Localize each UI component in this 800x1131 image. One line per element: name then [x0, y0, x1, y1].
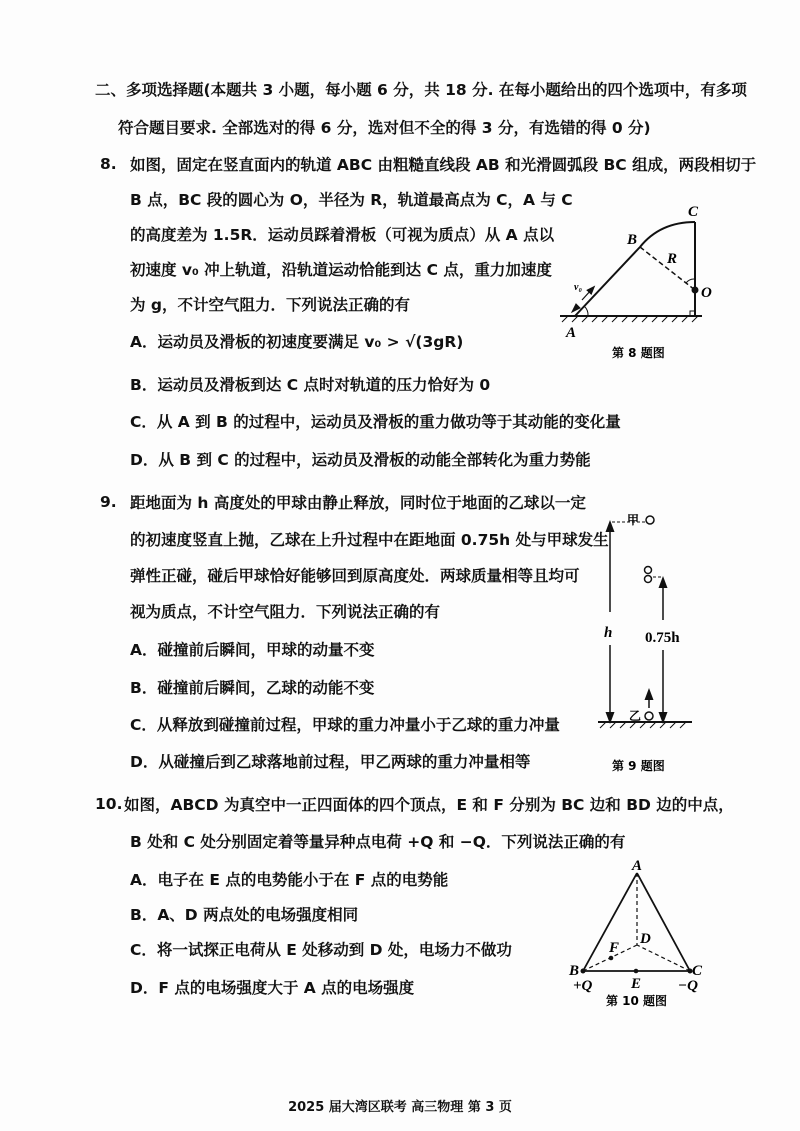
- label-v0: v₀: [574, 282, 582, 293]
- q10-stem: B 处和 C 处分别固定着等量异种点电荷 +Q 和 −Q．下列说法正确的有: [130, 833, 626, 851]
- q9-stem: 的初速度竖直上抛，乙球在上升过程中在距地面 0.75h 处与甲球发生: [130, 531, 609, 549]
- label-a: A: [566, 325, 577, 341]
- figure-10-tetrahedron: [581, 873, 693, 974]
- label-c: C: [692, 963, 703, 979]
- track-bc-arc: [640, 222, 695, 247]
- label-075h: 0.75h: [645, 630, 680, 646]
- q8-option-c: C．从 A 到 B 的过程中，运动员及滑板的重力做功等于其动能的变化量: [130, 413, 621, 431]
- q8-number: 8.: [100, 155, 117, 173]
- label-a: A: [632, 858, 643, 874]
- label-c: C: [688, 204, 699, 220]
- q8-stem: 初速度 v₀ 冲上轨道，沿轨道运动恰能到达 C 点，重力加速度: [130, 261, 552, 279]
- q8-option-a: A．运动员及滑板的初速度要满足 v₀ > √(3gR): [130, 333, 464, 351]
- label-jia: 甲: [627, 513, 640, 527]
- q10-option-d: D．F 点的电场强度大于 A 点的电场强度: [130, 979, 415, 997]
- edge-ac: [637, 873, 690, 971]
- label-plus-q: +Q: [573, 978, 593, 994]
- figure-10-caption: 第 10 题图: [606, 994, 668, 1008]
- q9-stem: 视为质点，不计空气阻力．下列说法正确的有: [130, 603, 441, 621]
- track-ab: [575, 247, 640, 316]
- figure-8-caption: 第 8 题图: [612, 346, 665, 360]
- point-e: [634, 969, 639, 974]
- label-o: O: [701, 285, 712, 301]
- q8-stem: B 点，BC 段的圆心为 O，半径为 R，轨道最高点为 C，A 与 C: [130, 191, 573, 209]
- q10-stem: 如图，ABCD 为真空中一正四面体的四个顶点，E 和 F 分别为 BC 边和 BD 边的中点，: [124, 796, 734, 814]
- q8-stem: 如图，固定在竖直面内的轨道 ABC 由粗糙直线段 AB 和光滑圆弧段 BC 组成，两段相切于: [130, 156, 757, 174]
- ball-jia: [646, 516, 654, 524]
- page-footer: 2025 届大湾区联考 高三物理 第 3 页: [288, 1100, 512, 1115]
- angle-arc-a: [584, 306, 588, 316]
- label-e: E: [631, 976, 642, 992]
- ball-yi: [645, 712, 653, 720]
- figure-9-collision-diagram: [598, 516, 692, 728]
- label-yi: 乙: [629, 709, 642, 723]
- label-r: R: [667, 251, 678, 267]
- label-b: B: [569, 963, 580, 979]
- q9-stem: 弹性正碰，碰后甲球恰好能够回到原高度处．两球质量相等且均可: [130, 567, 580, 585]
- q10-number: 10.: [95, 795, 123, 813]
- angle-arc-o: [686, 279, 695, 283]
- q10-option-b: B．A、D 两点处的电场强度相同: [130, 906, 359, 924]
- label-d: D: [640, 931, 651, 947]
- point-o: [693, 288, 698, 293]
- q9-number: 9.: [100, 493, 117, 511]
- label-b: B: [627, 232, 638, 248]
- point-f: [609, 956, 614, 961]
- q10-option-c: C．将一试探正电荷从 E 处移动到 D 处，电场力不做功: [130, 941, 512, 959]
- q8-option-d: D．从 B 到 C 的过程中，运动员及滑板的动能全部转化为重力势能: [130, 451, 591, 469]
- ball-yi-collision: [645, 576, 652, 583]
- q9-stem: 距地面为 h 高度处的甲球由静止释放，同时位于地面的乙球以一定: [130, 494, 586, 512]
- q9-option-b: B．碰撞前后瞬间，乙球的动能不变: [130, 679, 375, 697]
- q10-option-a: A．电子在 E 点的电势能小于在 F 点的电势能: [130, 871, 449, 889]
- label-h: h: [604, 625, 613, 641]
- ball-jia-collision: [645, 567, 652, 574]
- q9-option-d: D．从碰撞后到乙球落地前过程，甲乙两球的重力冲量相等: [130, 753, 531, 771]
- section-header-line2: 符合题目要求. 全部选对的得 6 分，选对但不全的得 3 分，有选错的得 0 分): [118, 119, 651, 137]
- section-header-line1: 二、多项选择题(本题共 3 小题，每小题 6 分，共 18 分. 在每小题给出的四个选项中，有多项: [95, 81, 747, 99]
- figure-9-caption: 第 9 题图: [612, 759, 665, 773]
- q8-option-b: B．运动员及滑板到达 C 点时对轨道的压力恰好为 0: [130, 376, 491, 394]
- label-minus-q: −Q: [678, 978, 698, 994]
- q9-option-a: A．碰撞前后瞬间，甲球的动量不变: [130, 641, 375, 659]
- point-b: [581, 969, 586, 974]
- label-f: F: [609, 940, 620, 956]
- q8-stem: 的高度差为 1.5R．运动员踩着滑板（可视为质点）从 A 点以: [130, 226, 555, 244]
- q9-option-c: C．从释放到碰撞前过程，甲球的重力冲量小于乙球的重力冲量: [130, 716, 560, 734]
- q8-stem: 为 g，不计空气阻力．下列说法正确的有: [130, 296, 410, 314]
